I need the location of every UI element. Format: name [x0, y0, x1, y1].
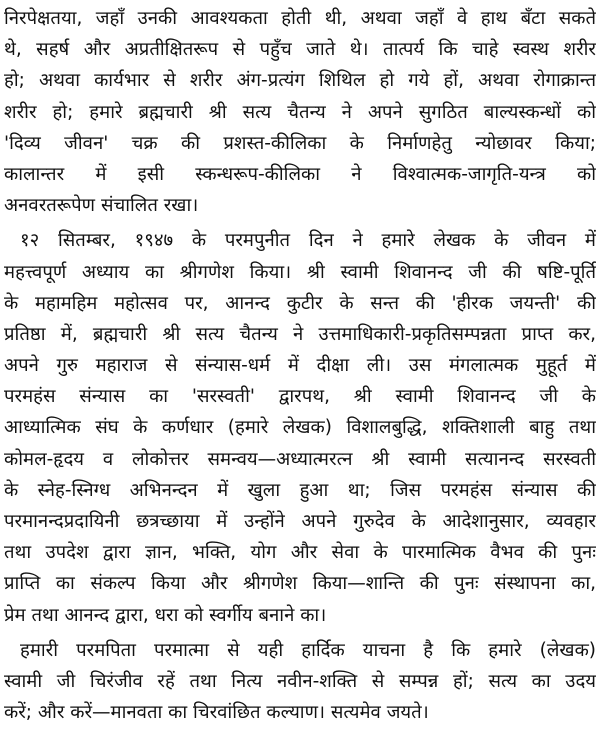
text-line: अपने गुरु महाराज से संन्यास-धर्म में दीक्षा ली। उस मंगलात्मक मुहूर्त में [4, 355, 596, 377]
text-line: महत्त्वपूर्ण अध्याय का श्रीगणेश किया। श्री स्वामी शिवानन्द जी की षष्टि-पूर्ति [4, 261, 596, 283]
text-line: थे, सहर्ष और अप्रतीक्षितरूप से पहुँच जाते थे। तात्पर्य कि चाहे स्वस्थ शरीर [4, 39, 596, 61]
paragraph-1 [4, 3, 596, 221]
paragraph-2 [4, 225, 596, 630]
text-line: अनवरतरूपेण संचालित रखा। [4, 195, 199, 217]
text-line: हमारी परमपिता परमात्मा से यही हार्दिक याचना है कि हमारे (लेखक) [20, 639, 596, 661]
text-line: निरपेक्षतया, जहाँ उनकी आवश्यकता होती थी, अथवा जहाँ वे हाथ बँटा सकते [4, 8, 596, 29]
text-line: हो; अथवा कार्यभार से शरीर अंग-प्रत्यंग शिथिल हो गये हों, अथवा रोगाक्रान्त [4, 70, 596, 92]
text-line: के स्नेह-स्निग्ध अभिनन्दन में खुला हुआ था; जिस परमहंस संन्यास की [4, 479, 596, 501]
text-line: कालान्तर में इसी स्कन्धरूप-कीलिका ने विश्वात्मक-जागृति-यन्त्र को [4, 163, 596, 185]
paragraph-3 [4, 635, 596, 729]
text-line: स्वामी जी चिरंजीव रहें तथा नित्य नवीन-शक्ति से सम्पन्न हों; सत्य का उदय [4, 670, 596, 692]
text-line: आध्यात्मिक संघ के कर्णधार (हमारे लेखक) विशालबुद्धि, शक्तिशाली बाहु तथा [4, 417, 596, 439]
text-line: १२ सितम्बर, १९४७ के परमपुनीत दिन ने हमारे लेखक के जीवन में [20, 230, 596, 252]
text-line: परमहंस संन्यास का 'सरस्वती' द्वारपथ, श्री स्वामी शिवानन्द जी के [4, 386, 596, 408]
text-line: कोमल-हृदय व लोकोत्तर समन्वय—अध्यात्मरत्न श्री स्वामी सत्यानन्द सरस्वती [4, 448, 596, 470]
text-line: प्रतिष्ठा में, ब्रह्मचारी श्री सत्य चैतन्य ने उत्तमाधिकारी-प्रकृतिसम्पन्नता प्राप्त कर, [4, 323, 596, 345]
text-line: 'दिव्य जीवन' चक्र की प्रशस्त-कीलिका के निर्माणहेतु न्योछावर किया; [4, 132, 596, 154]
text-line: परमानन्दप्रदायिनी छत्रच्छाया में उन्होंने अपने गुरुदेव के आदेशानुसार, व्यवहार [4, 511, 596, 532]
text-line: प्राप्ति का संकल्प किया और श्रीगणेश किया—शान्ति की पुनः संस्थापना का, [4, 573, 596, 595]
text-line: के महामहिम महोत्सव पर, आनन्द कुटीर के सन्त की 'हीरक जयन्ती' की [4, 292, 596, 314]
text-line: करें; और करें—मानवता का चिरवांछित कल्याण। सत्यमेव जयते। [4, 702, 429, 724]
text-line: प्रेम तथा आनन्द द्वारा, धरा को स्वर्गीय बनाने का। [4, 604, 327, 626]
text-line: शरीर हो; हमारे ब्रह्मचारी श्री सत्य चैतन्य ने अपने सुगठित बाल्यस्कन्धों को [4, 101, 596, 123]
text-line: तथा उपदेश द्वारा ज्ञान, भक्ति, योग और सेवा के पारमात्मिक वैभव की पुनः [4, 542, 596, 564]
